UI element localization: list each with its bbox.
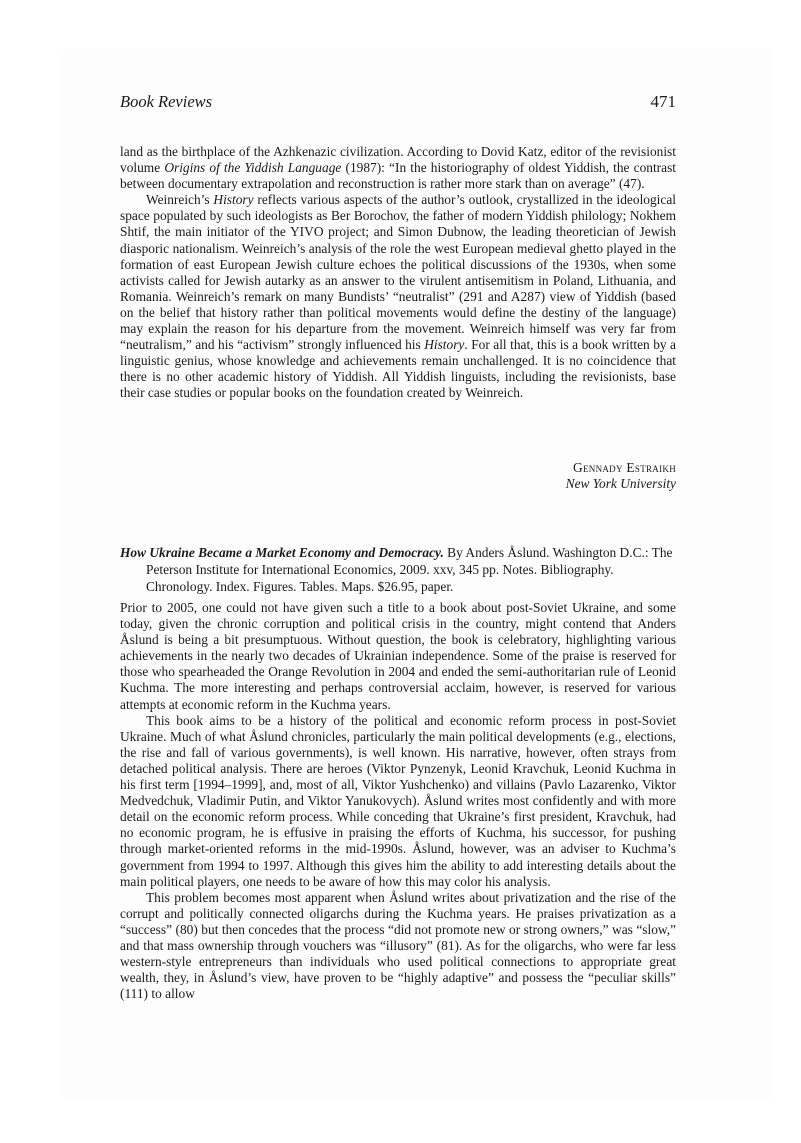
review-2-paragraph-1: Prior to 2005, one could not have given such a title to a book about post-Soviet Ukraine, and some today, given the chronic corruption and political crisis in the country, might contend that Anders Åslund is being a bit presumptuous. Without question, the book is celebratory, highlighting various achievements in the nearly two decades of Ukrainian independence. Some of the praise is reserved for those who spearheaded the Orange Revolution in 2004 and ended the semi-authoritarian rule of Leonid Kuchma. The more interesting and perhaps controversial acclaim, however, is reserved for various attempts at economic reform in the Kuchma years. xyxy=(120,600,676,712)
review-2-paragraph-2: This book aims to be a history of the political and economic reform process in post-Soviet Ukraine. Much of what Åslund chronicles, particularly the main political developments (e.g., elections, the rise and fall of various governments), is well known. His narrative, however, often strays from detached political analysis. There are heroes (Viktor Pynzenyk, Leonid Kravchuk, Leonid Kuchma in his first term [1994–1999], and, most of all, Viktor Yushchenko) and villains (Pavlo Lazarenko, Viktor Medvedchuk, Vladimir Putin, and Viktor Yanukovych). Åslund writes most confidently and with more detail on the economic reform process. While conceding that Ukraine’s first president, Kravchuk, had no economic program, he is effusive in praising the efforts of Kuchma, his successor, for pushing through market-oriented reforms in the mid-1990s. Åslund, however, was an adviser to Kuchma’s government from 1994 to 1997. Although this gives him the ability to add interesting details about the main political players, one needs to be aware of how this may color his analysis. xyxy=(120,712,676,889)
review-1-paragraph-2 xyxy=(120,192,676,401)
review-2-paragraph-3: This problem becomes most apparent when Åslund writes about privatization and the rise of the corrupt and politically connected oligarchs during the Kuchma years. He praises privatization as a “success” (80) but then concedes that the process “did not promote new or strong owners,” was “slow,” and that mass ownership through vouchers was “illusory” (81). As for the oligarchs, who were far less western-style entrepreneurs than individuals who used political connections to appropriate great wealth, they, in Åslund’s view, have proven to be “highly adaptive” and possess the “peculiar skills” (111) to allow xyxy=(120,889,676,1002)
running-head xyxy=(120,92,676,114)
page-number: 471 xyxy=(650,92,676,111)
review-2-body xyxy=(120,600,676,1002)
reviewer-signature xyxy=(566,460,676,492)
running-title: Book Reviews xyxy=(120,92,213,111)
book-title-italic: History xyxy=(424,337,465,353)
citation-line xyxy=(120,544,676,595)
text-run: . For all that, this is a book written by a linguistic genius, whose knowledge and achievements remain unchallenged. It is no coincidence that there is no other academic history of Yiddish. All Yiddish linguists, including the revisionists, base their case studies or popular books on the foundation created by Weinreich. xyxy=(120,337,676,401)
citation-details: By Anders Åslund. Washington D.C.: The Peterson Institute for International Economics, 2009. xxv, 345 pp. Notes. Bibliography. Chronology. Index. Figures. Tables. Maps. $26.95, paper. xyxy=(146,545,673,594)
book-title-italic: History xyxy=(213,192,254,208)
text-run: (1987): “In the historiography of oldest Yiddish, the contrast between documentary extrapolation and reconstruction is rather more stark than on average” (47). xyxy=(120,160,677,192)
reviewer-affiliation: New York University xyxy=(565,476,676,492)
book-citation xyxy=(120,544,676,595)
review-1-body xyxy=(120,144,676,402)
review-1-paragraph-1 xyxy=(120,144,676,192)
citation-title: How Ukraine Became a Market Economy and Democracy. xyxy=(120,545,444,560)
text-run: land as the birthplace of the Azhkenazic civilization. According to Dovid Katz, editor of the revisionist volume xyxy=(120,144,676,176)
book-title-italic: Origins of the Yiddish Language xyxy=(164,160,342,176)
reviewer-name: Gennady Estraikh xyxy=(573,460,676,475)
text-run: reflects various aspects of the author’s outlook, crystallized in the ideological space populated by such ideologists as Ber Borochov, the father of modern Yiddish philology; Nokhem Shtif, the main initiator of the YIVO project; and Simon Dubnow, the leading theoretician of Jewish diasporic nationalism. Weinreich’s analysis of the role the west European medieval ghetto played in the formation of east European Jewish culture echoes the political discussions of the 1930s, when some activists called for Jewish autarky as an answer to the virulent antisemitism in Poland, Lithuania, and Romania. Weinreich’s remark on many Bundists’ “neutralist” (291 and A287) view of Yiddish (based on the belief that history rather than political movements would define the destiny of the language) may explain the reason for his departure from the movement. Weinreich himself was very far from “neutralism,” and his “activism” strongly influenced his xyxy=(120,192,677,353)
text-run: Weinreich’s xyxy=(146,192,214,208)
